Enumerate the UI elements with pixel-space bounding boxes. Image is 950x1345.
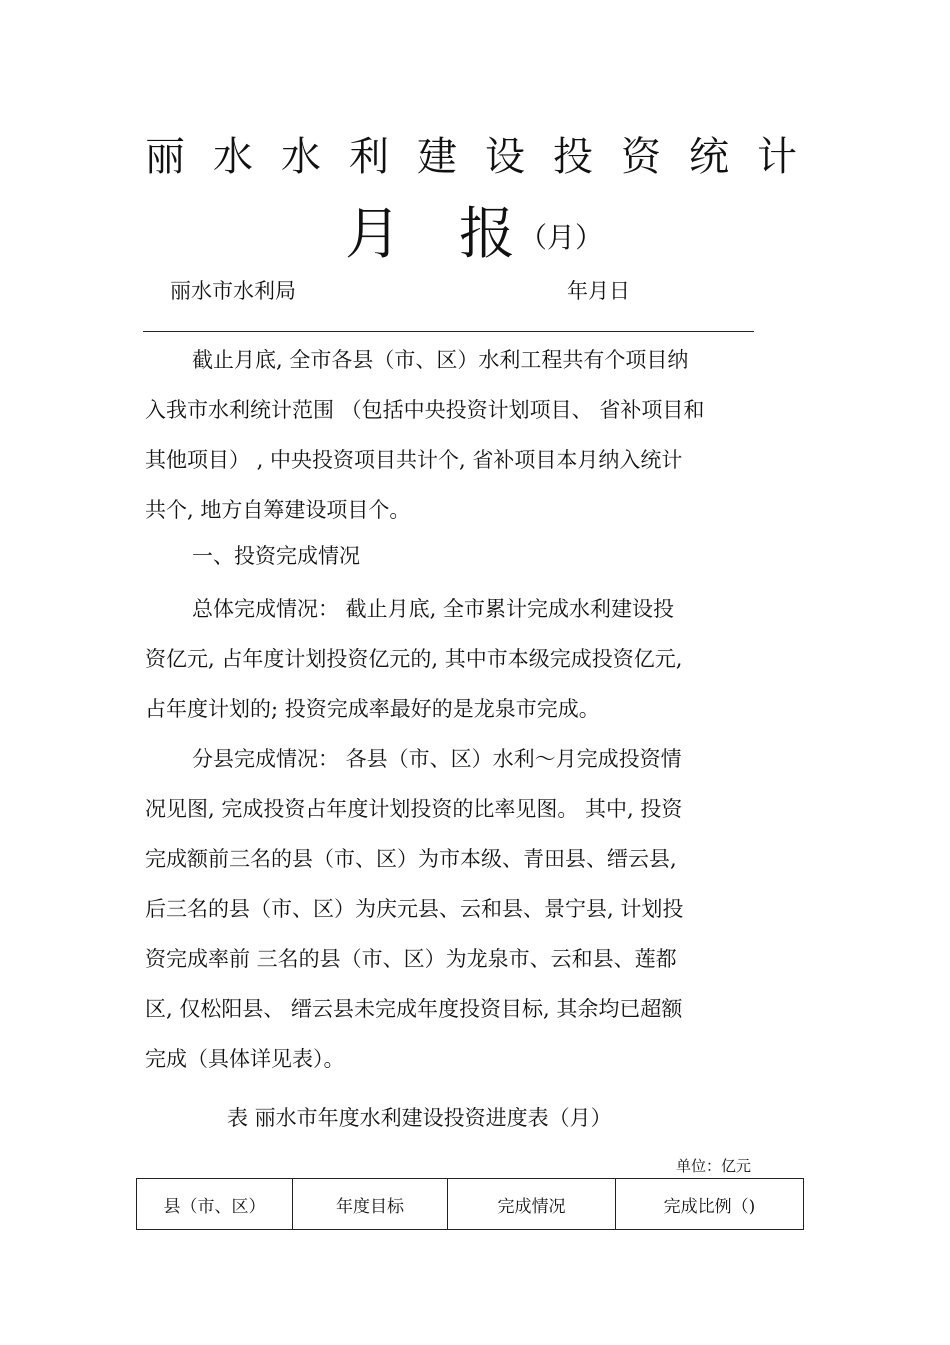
p3-line-6: 区, 仅松阳县、 缙云县未完成年度投资目标, 其余均已超额	[145, 997, 683, 1021]
table-unit: 单位：亿元	[676, 1157, 752, 1175]
section-heading: 一、投资完成情况	[192, 544, 360, 568]
header-completed: 完成情况	[448, 1179, 616, 1230]
table-header-row	[137, 1179, 804, 1230]
p3-line-4: 后三名的县（市、区）为庆元县、云和县、景宁县, 计划投	[145, 897, 684, 921]
p3-line-1: 分县完成情况： 各县（市、区）水利～月完成投资情	[192, 747, 682, 771]
org-name: 丽水市水利局	[170, 279, 296, 303]
p2-line-1: 总体完成情况： 截止月底, 全市累计完成水利建设投	[192, 597, 675, 621]
p1-line-1: 截止月底, 全市各县（市、区）水利工程共有个项目纳	[192, 348, 689, 372]
header-target: 年度目标	[293, 1179, 448, 1230]
progress-table	[136, 1178, 804, 1230]
header-county: 县（市、区）	[137, 1179, 293, 1230]
p1-line-3: 其他项目） , 中央投资项目共计个, 省补项目本月纳入统计	[145, 448, 683, 472]
p1-line-4: 共个, 地方自筹建设项目个。	[145, 498, 411, 522]
p2-line-2: 资亿元, 占年度计划投资亿元的, 其中市本级完成投资亿元,	[145, 647, 683, 671]
p3-line-3: 完成额前三名的县（市、区）为市本级、青田县、缙云县,	[145, 847, 677, 871]
p1-line-2: 入我市水利统计范围 （包括中央投资计划项目、 省补项目和	[145, 398, 705, 422]
report-date: 年月日	[567, 279, 630, 303]
title-report: 报	[459, 202, 515, 267]
title-line1: 丽水水利建设投资统计	[145, 134, 825, 180]
p2-line-3: 占年度计划的; 投资完成率最好的是龙泉市完成。	[145, 697, 600, 721]
p3-line-7: 完成（具体详见表）。	[145, 1047, 345, 1071]
title-line2	[345, 200, 603, 279]
p3-line-5: 资完成率前 三名的县（市、区）为龙泉市、云和县、莲都	[145, 947, 677, 971]
header-rule	[143, 331, 754, 332]
table-caption: 表 丽水市年度水利建设投资进度表（月）	[227, 1106, 612, 1130]
p3-line-2: 况见图, 完成投资占年度计划投资的比率见图。 其中, 投资	[145, 797, 683, 821]
header-ratio: 完成比例（)	[616, 1179, 804, 1230]
title-month: 月	[345, 202, 401, 267]
title-sub: （月）	[519, 221, 604, 254]
